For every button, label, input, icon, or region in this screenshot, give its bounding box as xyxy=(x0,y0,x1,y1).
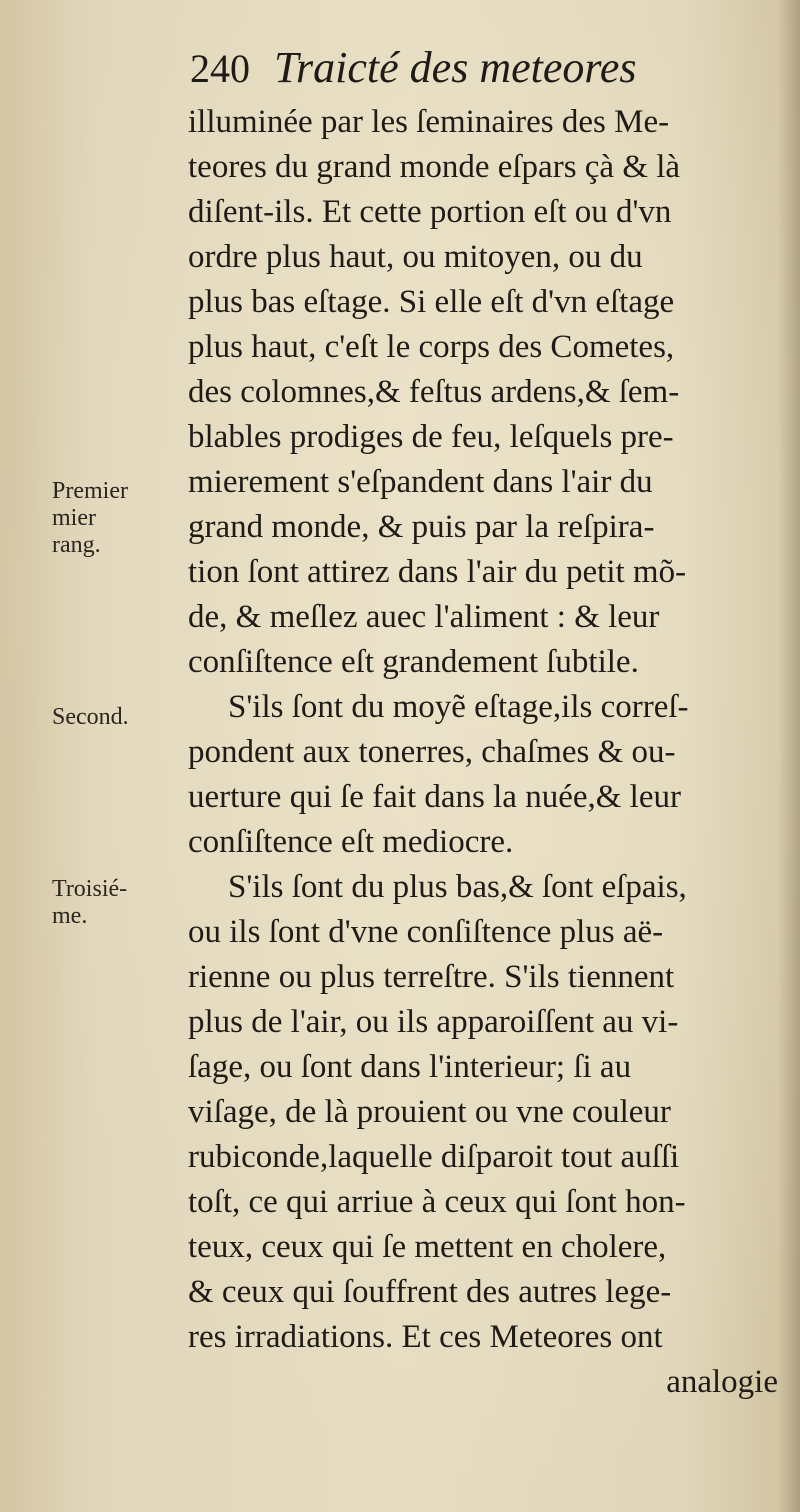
text-line: plus haut, c'eſt le corps des Cometes, xyxy=(188,329,675,365)
text-line: toſt, ce qui arriue à ceux qui ſont hon- xyxy=(188,1184,686,1220)
text-line: plus bas eſtage. Si elle eſt d'vn eſtage xyxy=(188,284,675,320)
text-line: rienne ou plus terreſtre. S'ils tiennent xyxy=(188,959,675,995)
text-line: res irradiations. Et ces Meteores ont xyxy=(188,1319,663,1355)
margin-note-line: rang. xyxy=(52,532,101,558)
text-line: conſiſtence eſt grandement ſubtile. xyxy=(188,644,639,680)
margin-note-line: mier xyxy=(52,505,96,531)
text-line: des colomnes,& feſtus ardens,& ſem- xyxy=(188,374,680,410)
margin-note-line: me. xyxy=(52,903,88,929)
text-line: teux, ceux qui ſe mettent en cholere, xyxy=(188,1229,667,1265)
text-line: & ceux qui ſouffrent des autres lege- xyxy=(188,1274,672,1310)
page-number: 240 xyxy=(190,46,250,91)
text-line: tion ſont attirez dans l'air du petit mõ- xyxy=(188,554,687,590)
text-line: conſiſtence eſt mediocre. xyxy=(188,824,514,860)
text-line: viſage, de là prouient ou vne couleur xyxy=(188,1094,671,1130)
text-line: plus de l'air, ou ils apparoiſſent au vi- xyxy=(188,1004,679,1040)
text-line: rubiconde,laquelle diſparoit tout auſſi xyxy=(188,1139,680,1175)
body-text xyxy=(188,100,792,1405)
text-line: de, & meſlez auec l'aliment : & leur xyxy=(188,599,660,635)
text-line: uerture qui ſe fait dans la nuée,& leur xyxy=(188,779,681,815)
running-title: Traicté des meteores xyxy=(274,43,637,92)
text-line: ſage, ou ſont dans l'interieur; ſi au xyxy=(188,1049,632,1085)
text-line: illuminée par les ſeminaires des Me- xyxy=(188,104,670,140)
margin-note-troisieme xyxy=(52,876,127,930)
text-line: S'ils ſont du plus bas,& ſont eſpais, xyxy=(228,869,687,905)
text-line: mierement s'eſpandent dans l'air du xyxy=(188,464,653,500)
text-line: grand monde, & puis par la reſpira- xyxy=(188,509,655,545)
text-line: ou ils ſont d'vne conſiſtence plus aë- xyxy=(188,914,664,950)
text-line: teores du grand monde eſpars çà & là xyxy=(188,149,681,185)
text-line: S'ils ſont du moyẽ eſtage,ils correſ- xyxy=(228,689,689,725)
text-line: pondent aux tonerres, chaſmes & ou- xyxy=(188,734,676,770)
text-line: diſent-ils. Et cette portion eſt ou d'vn xyxy=(188,194,672,230)
margin-note-line: Second. xyxy=(52,704,129,730)
page-header xyxy=(190,42,637,98)
text-line: ordre plus haut, ou mitoyen, ou du xyxy=(188,239,643,275)
text-line: blables prodiges de feu, leſquels pre- xyxy=(188,419,674,455)
margin-note-second xyxy=(52,704,129,731)
margin-note-premier-rang xyxy=(52,478,128,559)
margin-note-line: Premier xyxy=(52,478,128,504)
margin-note-line: Troisié- xyxy=(52,876,128,902)
catchword: analogie xyxy=(666,1364,778,1400)
